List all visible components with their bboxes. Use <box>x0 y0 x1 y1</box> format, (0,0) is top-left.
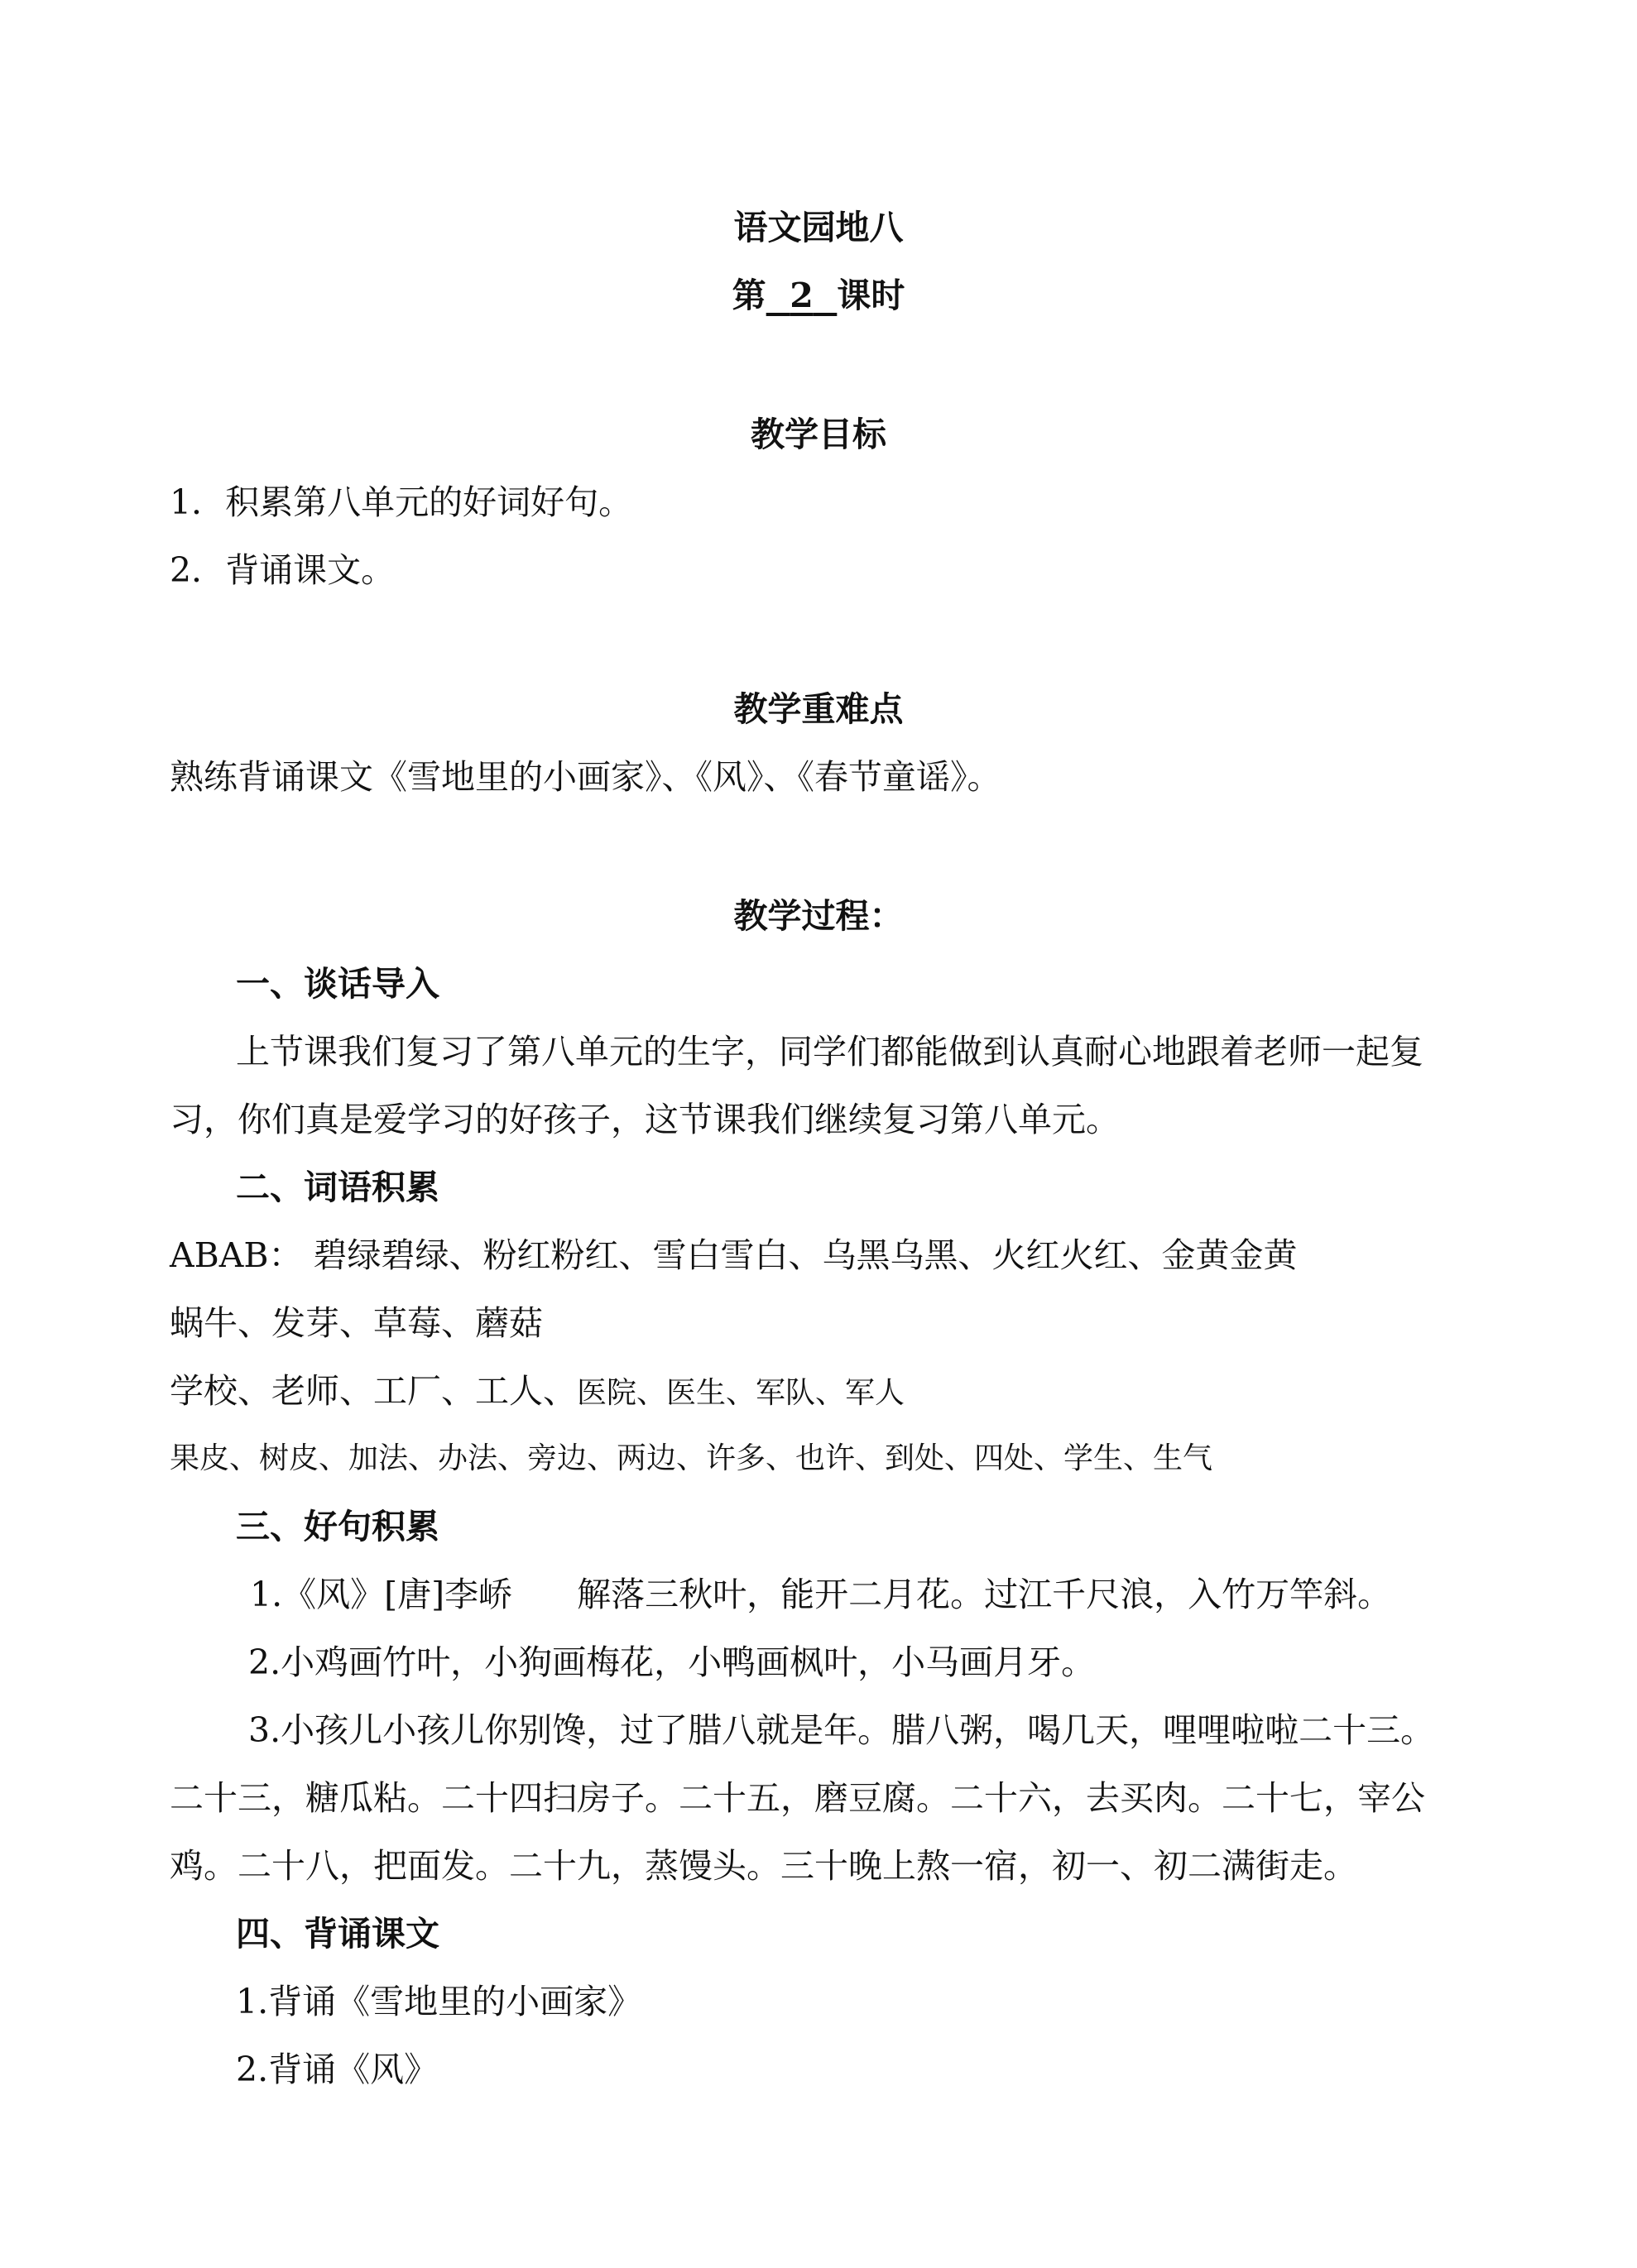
paragraph-line: 上节课我们复习了第八单元的生字，同学们都能做到认真耐心地跟着老师一起复 <box>236 1032 1423 1072</box>
lesson-number: 2 <box>790 276 814 315</box>
sentence-line: 二十三，糖瓜粘。二十四扫房子。二十五，磨豆腐。二十六，去买肉。二十七，宰公 <box>170 1778 1425 1818</box>
section-heading: 一、谈话导入 <box>236 964 439 1004</box>
lesson-number-line <box>0 275 1637 316</box>
process-heading: 教学过程： <box>733 896 904 936</box>
poem-line <box>250 1574 1558 1615</box>
section-heading: 三、好句积累 <box>236 1507 439 1546</box>
word-list-part: 学校、老师、工厂、工人、 <box>170 1371 577 1411</box>
objectives-heading: 教学目标 <box>751 415 886 454</box>
page-title: 语文园地八 <box>733 208 904 247</box>
section-heading: 二、词语积累 <box>236 1168 439 1207</box>
lesson-prefix: 第 <box>732 276 766 315</box>
section-heading: 四、背诵课文 <box>236 1914 439 1954</box>
key-points-text: 熟练背诵课文《雪地里的小画家》、《风》、《春节童谣》。 <box>170 757 1001 797</box>
word-list-line: ABAB： 碧绿碧绿、粉红粉红、雪白雪白、乌黑乌黑、火红火红、金黄金黄 <box>170 1235 1298 1275</box>
word-list-line <box>170 1370 1477 1414</box>
recite-item: 2.背诵《风》 <box>236 2050 439 2089</box>
sentence-line: 鸡。二十八，把面发。二十九，蒸馒头。三十晚上熬一宿，初一、初二满街走。 <box>170 1846 1357 1886</box>
lesson-suffix: 课时 <box>837 276 905 315</box>
key-points-heading: 教学重难点 <box>733 689 904 729</box>
poem-title: 1.《风》[唐]李峤 <box>250 1575 513 1614</box>
poem-text: 解落三秋叶，能开二月花。过江千尺浪，入竹万竿斜。 <box>577 1575 1392 1614</box>
word-list-line: 果皮、树皮、加法、办法、旁边、两边、许多、也许、到处、四处、学生、生气 <box>170 1441 1213 1475</box>
recite-item: 1.背诵《雪地里的小画家》 <box>236 1982 642 2021</box>
sentence-line: 2.小鸡画竹叶，小狗画梅花，小鸭画枫叶，小马画月牙。 <box>248 1642 1096 1682</box>
word-list-part: 医院、医生、军队、军人 <box>577 1376 905 1410</box>
sentence-line: 3.小孩儿小孩儿你别馋，过了腊八就是年。腊八粥，喝几天，哩哩啦啦二十三。 <box>248 1710 1435 1750</box>
word-list-line: 蜗牛、发芽、草莓、蘑菇 <box>170 1303 543 1343</box>
paragraph-line: 习，你们真是爱学习的好孩子，这节课我们继续复习第八单元。 <box>170 1100 1120 1139</box>
objective-item: 2．背诵课文。 <box>170 550 396 590</box>
objective-item: 1．积累第八单元的好词好句。 <box>170 482 633 522</box>
